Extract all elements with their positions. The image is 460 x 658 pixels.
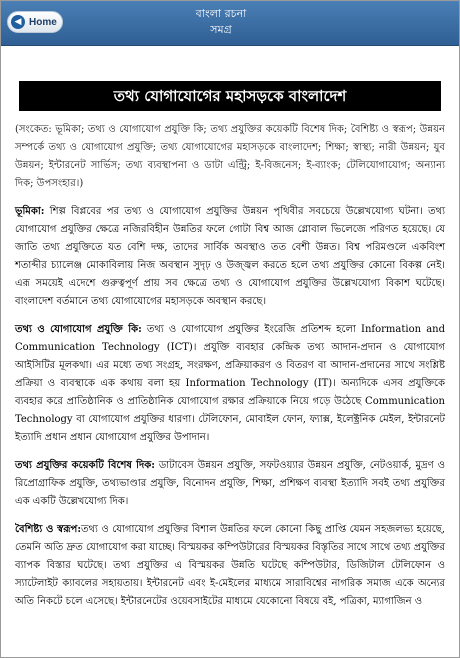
article-title: তথ্য যোগাযোগের মহাসড়কে বাংলাদেশ <box>19 81 441 111</box>
paragraph-what-is-ict <box>15 321 445 447</box>
paragraph-heading: তথ্য প্রযুক্তির কয়েকটি বিশেষ দিক: <box>15 460 155 471</box>
article-content <box>15 59 445 621</box>
paragraph-special-aspects <box>15 457 445 511</box>
paragraph-text: শিল্প বিপ্লবের পর তথ্য ও যোগাযোগ প্রযুক্তির উন্নয়ন পৃথিবীর সবচেয়ে উল্লেখযোগ্য ঘটনা। তথ্য যোগাযোগ প্রযুক্তির ক্ষেত্রে নজিরবিহীন উন্নতির ফলে গোটা বিশ্ব আজ গ্লোবাল ভিলেজে পরিণত হয়েছে। যে জাতি তথ্য প্রযুক্তিতে যত বেশি দক্ষ, তাদের সার্বিক অবস্থাও তত বেশী উন্নত। বিশ্ব পরিমণ্ডলে একবিংশ শতাব্দীর চ্যালেঞ্জ মোকাবিলায় নিজ অবস্থান সুদৃঢ় ও উজ্জ্বল করতে হলে তথ্য প্রযুক্তির কোনো বিকল্প নেই। এরূ সময়েই এদেশে গুরুত্বপূর্ণ প্রায় সব ক্ষেত্রে তথ্য ও যোগাযোগ প্রযুক্তির উল্লেখযোগ্য বিকাশ ঘটেছে। বাংলাদেশ বর্তমানে তথ্য যোগাযোগের মহাসড়কে অবস্থান করছে। <box>15 206 445 307</box>
paragraph-text: ডাটাবেস উন্নয়ন প্রযুক্তি, সফটওয়্যার উন্নয়ন প্রযুক্তি, নেটওয়ার্ক, মুদ্রণ ও রিপ্রোগ্রাফিক প্রযুক্তি, তথ্যভাণ্ডার প্রযুক্তি, বিনোদন প্রযুক্তি, শিক্ষা, প্রশিক্ষণ ব্যবস্থা ইত্যাদি সবই তথ্য প্রযুক্তির এক একটি উল্লেখযোগ্য দিক। <box>15 460 445 507</box>
header-title-line1: বাংলা রচনা <box>195 7 247 20</box>
paragraph-text: তথ্য ও যোগাযোগ প্রযুক্তির বিশাল উন্নতির ফলে কোনো কিছু প্রাপ্তি যেমন সহজলভ্য হয়েছে, তেমনি অতি দ্রুত যোগাযোগ করা যাচ্ছে। বিস্ময়কর কম্পিউটারের বিস্ময়কর বিস্তৃতির সাথে সাথে তথ্য প্রযুক্তির ব্যাপক বিস্তার ঘটেছে। তথ্য প্রযুক্তির এ বিস্ময়কর উন্নতি ঘটেছে কম্পিউটার, ডিজিটাল টেলিফোন ও স্যাটেলাইট ক্যাবলের সহায়তায়। ইন্টারনেট এবং ই-মেইলের মাধ্যমে সারাবিশ্বের নাগরিক সমাজ একে অন্যের অতি নিকটে চলে এসেছে। ইন্টারনেটের ওয়েবসাইটের মাধ্যমে যেকোনো বিষয়ে বই, পত্রিকা, ম্যাগাজিন ও <box>15 524 445 607</box>
home-button[interactable] <box>7 11 63 33</box>
app-header <box>1 1 459 46</box>
paragraph-text: তথ্য ও যোগাযোগ প্রযুক্তির ইংরেজি প্রতিশব্দ হলো Information and Communication Technology (ICT)। প্রযুক্তি ব্যবহার কেন্দ্রিক তথ্য আদান-প্রদান ও যোগাযোগ আইসিটির মূলকথা। এর মধ্যে তথ্য সংগ্রহ, সংরক্ষণ, প্রক্রিয়াকরণ ও বিতরণ বা আদান-প্রদানের সাথে সংশ্লিষ্ট প্রক্রিয়া ও ব্যবস্থাকে এক কথায় বলা হয় Information Technology (IT)। অন্যদিকে এসব প্রযুক্তিকে ব্যবহার করে প্রাতিষ্ঠানিক ও প্রাতিষ্ঠানিক যোগাযোগ রক্ষার প্রক্রিয়াকে নিয়ে গড়ে উঠেছে Communication Technology বা যোগাযোগ প্রযুক্তির ধারণা। টেলিফোন, মোবাইল ফোন, ফ্যাক্স, ইলেক্ট্রনিক মেইল, ইন্টারনেট ইত্যাদি প্রধান প্রধান যোগাযোগ প্রযুক্তির উপাদান। <box>15 324 446 443</box>
paragraph-heading: বৈশিষ্ট্য ও স্বরূপ: <box>15 524 82 535</box>
home-button-label: Home <box>29 16 57 28</box>
header-title-line2: সমগ্র <box>210 23 232 36</box>
paragraph-introduction <box>15 203 445 311</box>
paragraph-heading: ভূমিকা: <box>15 206 45 217</box>
paragraph-heading: তথ্য ও যোগাযোগ প্রযুক্তি কি: <box>15 324 142 335</box>
home-icon: ◀ <box>11 15 25 29</box>
article-outline: (সংকেত: ভূমিকা; তথ্য ও যোগাযোগ প্রযুক্তি কি; তথ্য প্রযুক্তির কয়েকটি বিশেষ দিক; বৈশিষ্ট্য ও স্বরূপ; উন্নয়ন সম্পর্কে তথ্য ও যোগাযোগ প্রযুক্তি; তথ্য যোগাযোগের মহাসড়কে বাংলাদেশ; শিক্ষা; স্বাস্থ্য; নারী উন্নয়ন; যুব উন্নয়ন; ইন্টারনেট সার্ভিস; তথ্য ব্যবস্থাপনা ও ডাটা এন্ট্রি; ই-বিজনেস; ই-ব্যাংক; টেলিযোগাযোগ; অন্যান্য দিক; উপসংহার।) <box>15 124 445 189</box>
paragraph-features <box>15 521 445 611</box>
